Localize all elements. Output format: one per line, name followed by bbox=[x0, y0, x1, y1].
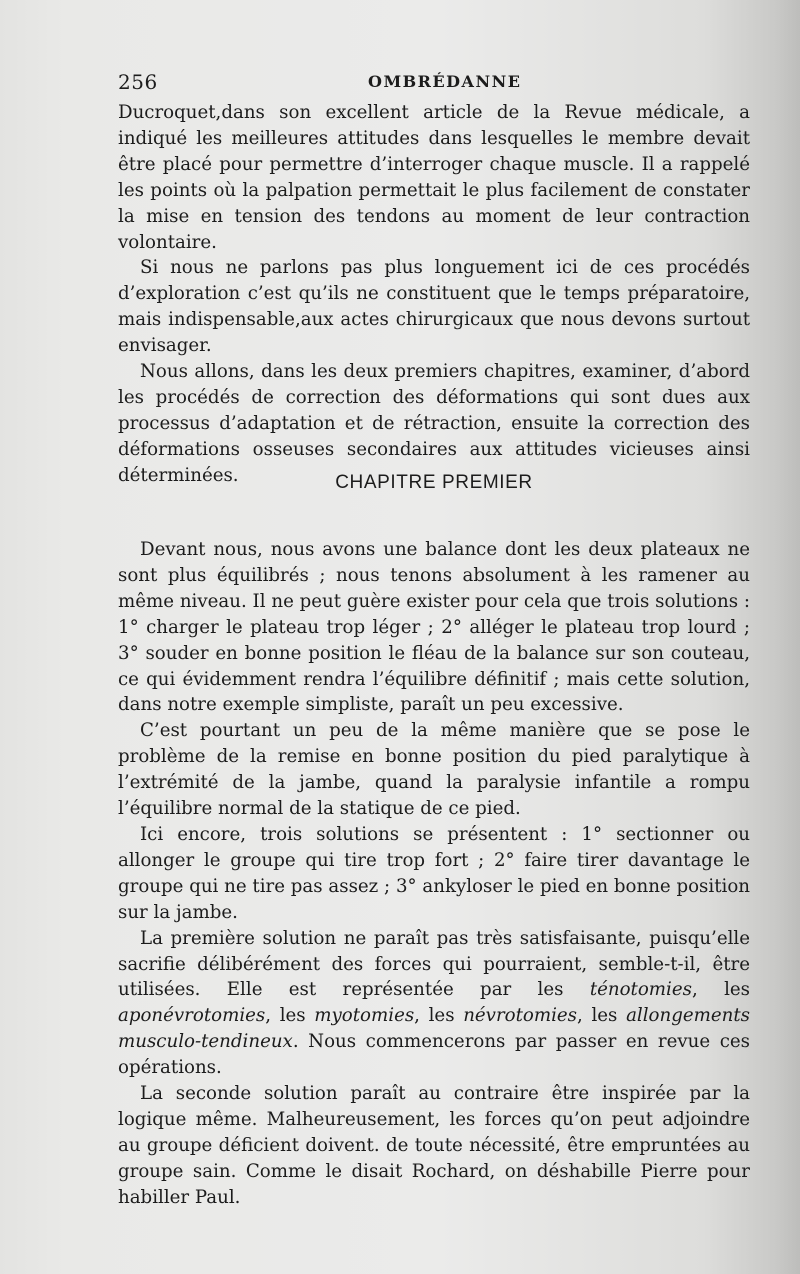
paragraph: C’est pourtant un peu de la même manière que se pose le problème de la remise en bonne position du pied paralytique à l’extrémité de la jambe, quand la paralysie infantile a rompu l’équilibre normal de la statique de ce pied. bbox=[118, 720, 750, 820]
running-head: OMBRÉDANNE bbox=[368, 72, 522, 91]
page-number: 256 bbox=[118, 70, 158, 94]
text-run: , les bbox=[265, 1005, 315, 1027]
paragraph: Ducroquet,dans son excellent article de la Revue médicale, a indiqué les meilleures attitudes dans lesquelles le membre devait être placé pour permettre d’interroger chaque muscle. Il a rappelé les points où la palpation permettait le plus facilement de constater la mise en tension des tendons au moment de leur contraction volontaire. bbox=[118, 102, 750, 253]
paragraph: Si nous ne parlons pas plus longuement ici de ces procédés d’exploration c’est qu’ils ne constituent que le temps préparatoire, mais indispensable,aux actes chirurgicaux que nous devons surtout envisager. bbox=[118, 257, 750, 357]
paragraph: Ici encore, trois solutions se présentent : 1° sectionner ou allonger le groupe qui tire trop fort ; 2° faire tirer davantage le groupe qui ne tire pas assez ; 3° ankyloser le pied en bonne position sur la jambe. bbox=[118, 823, 750, 923]
text-run: La première solution ne paraît pas très satisfaisante, puisqu’elle sacrifie délibérément des forces qui pourraient, semble-t-il, être utilisées. Elle est représentée par les bbox=[118, 927, 750, 1001]
paragraph: Devant nous, nous avons une balance dont les deux plateaux ne sont plus équilibrés ; nous tenons absolument à les ramener au même niveau. Il ne peut guère exister pour cela que trois solutions : 1° charger le plateau trop léger ; 2° alléger le plateau trop lourd ; 3° souder en bonne position le fléau de la balance sur son couteau, ce qui évidemment rendra l’équilibre définitif ; mais cette solution, dans notre exemple simpliste, paraît un peu excessive. bbox=[118, 539, 750, 716]
paragraph: Nous allons, dans les deux premiers chapitres, examiner, d’abord les procédés de correction des déformations qui sont dues aux processus d’adaptation et de rétraction, ensuite la correction des déformations osseuses secondaires aux attitudes vicieuses ainsi déterminées. bbox=[118, 361, 750, 486]
text-run: . Nous commencerons par passer en revue ces opérations. bbox=[118, 1031, 750, 1079]
italic-term: névrotomies bbox=[463, 1005, 578, 1027]
page-header bbox=[118, 70, 748, 98]
italic-term: myotomies bbox=[314, 1005, 415, 1027]
italic-term: ténotomies bbox=[589, 979, 692, 1001]
text-run: , les bbox=[414, 1005, 464, 1027]
chapter-text bbox=[118, 537, 750, 1211]
paragraph: La seconde solution paraît au contraire être inspirée par la logique même. Malheureusement, les forces qu’on peut adjoindre au groupe déficient doivent. de toute nécessité, être empruntées au groupe sain. Comme le disait Rochard, on déshabille Pierre pour habiller Paul. bbox=[118, 1083, 750, 1208]
text-run: , les bbox=[691, 979, 750, 1001]
text-run: , les bbox=[577, 1005, 627, 1027]
italic-term: allongements musculo-tendineux bbox=[118, 1005, 750, 1053]
intro-text bbox=[118, 100, 750, 489]
paragraph bbox=[118, 926, 750, 1081]
chapter-title: CHAPITRE PREMIER bbox=[335, 472, 533, 493]
italic-term: aponévrotomies bbox=[118, 1005, 266, 1027]
